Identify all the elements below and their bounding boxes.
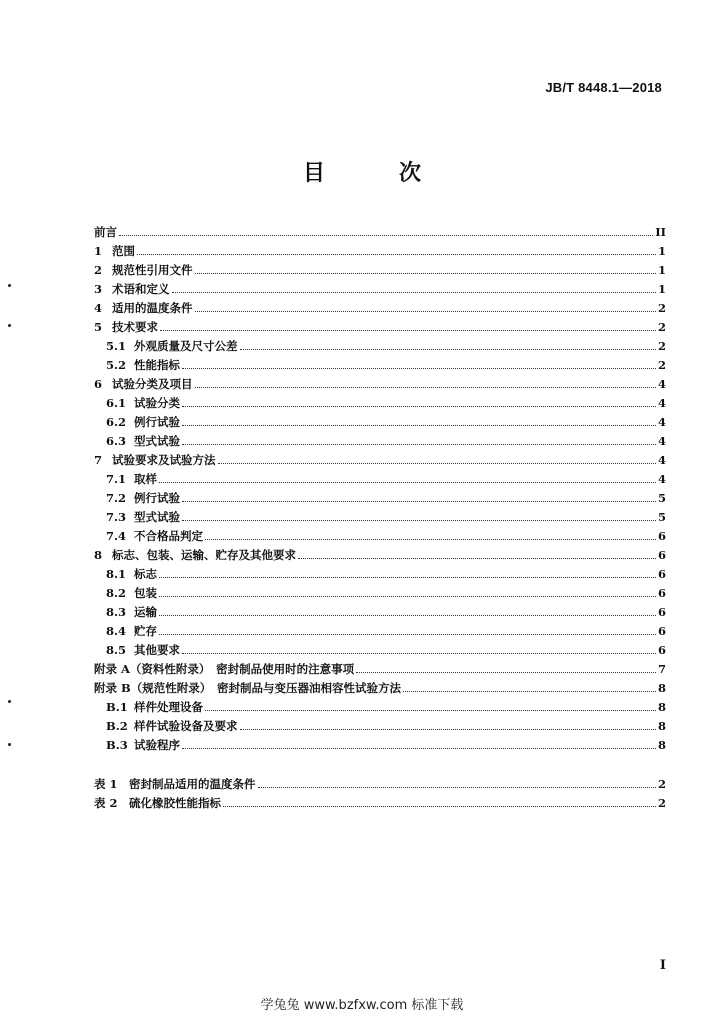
toc-entry-page: 8 xyxy=(657,700,666,714)
dot-leader xyxy=(223,805,656,807)
toc-entry-label: 样件试验设备及要求 xyxy=(134,719,238,733)
dot-leader xyxy=(258,786,656,788)
toc-entry-page: 4 xyxy=(657,472,666,486)
toc-entry-page: 2 xyxy=(657,796,666,810)
dot-leader xyxy=(160,329,656,331)
toc-entry-label: 其他要求 xyxy=(134,643,180,657)
toc-entry-page: 5 xyxy=(657,510,666,524)
toc-entry-label: 外观质量及尺寸公差 xyxy=(134,339,238,353)
toc-entry-page: 6 xyxy=(657,643,666,657)
toc-entry-number: 7.2 xyxy=(106,491,127,505)
table-of-contents xyxy=(94,220,666,810)
toc-entry[interactable] xyxy=(94,277,666,296)
toc-entry[interactable] xyxy=(94,353,666,372)
scan-mark xyxy=(8,743,11,746)
toc-entry-label: 适用的温度条件 xyxy=(112,301,193,315)
toc-entry-number: 8.5 xyxy=(106,643,127,657)
toc-entry-page: 1 xyxy=(657,282,666,296)
toc-entry[interactable] xyxy=(94,505,666,524)
toc-entry[interactable] xyxy=(94,733,666,752)
toc-entry[interactable] xyxy=(94,657,666,676)
dot-leader xyxy=(205,709,656,711)
toc-entry-number: 5.1 xyxy=(106,339,127,353)
toc-entry-page: 4 xyxy=(657,396,666,410)
toc-entry-number: 6.2 xyxy=(106,415,127,429)
toc-entry-label: 试验程序 xyxy=(134,738,180,752)
toc-entry-label: 不合格品判定 xyxy=(134,529,203,543)
dot-leader xyxy=(182,367,656,369)
toc-entry-page: 6 xyxy=(657,605,666,619)
toc-entry[interactable] xyxy=(94,600,666,619)
dot-leader xyxy=(159,614,656,616)
toc-table-entry[interactable] xyxy=(94,772,666,791)
dot-leader xyxy=(159,481,656,483)
toc-entry-number: B.1 xyxy=(106,700,128,714)
toc-entry[interactable] xyxy=(94,372,666,391)
toc-entry-page: 2 xyxy=(657,339,666,353)
toc-entry-number: 8.4 xyxy=(106,624,127,638)
toc-entry-page: 6 xyxy=(657,624,666,638)
toc-entry-number: 8 xyxy=(94,548,103,562)
toc-entry[interactable] xyxy=(94,581,666,600)
toc-entry-page: 2 xyxy=(657,301,666,315)
dot-leader xyxy=(195,310,656,312)
toc-entry-label: 标志 xyxy=(134,567,157,581)
toc-entry-number: 6 xyxy=(94,377,103,391)
toc-entry-label: 前言 xyxy=(94,225,117,239)
toc-entry-label: 性能指标 xyxy=(134,358,180,372)
toc-tables xyxy=(94,772,666,810)
toc-entry-number: 8.2 xyxy=(106,586,127,600)
scan-mark xyxy=(8,284,11,287)
toc-entry-label: 附录 A（资料性附录） 密封制品使用时的注意事项 xyxy=(94,662,355,676)
toc-entry-label: 技术要求 xyxy=(112,320,158,334)
dot-leader xyxy=(182,652,656,654)
toc-entry-label: 范围 xyxy=(112,244,135,258)
toc-entry-page: 2 xyxy=(657,358,666,372)
toc-entry-label: 例行试验 xyxy=(134,415,180,429)
dot-leader xyxy=(218,462,656,464)
toc-entry-label: 标志、包装、运输、贮存及其他要求 xyxy=(112,548,296,562)
toc-entry-label: 样件处理设备 xyxy=(134,700,203,714)
page-number: I xyxy=(659,958,666,973)
dot-leader xyxy=(182,424,656,426)
toc-entry-label: 型式试验 xyxy=(134,434,180,448)
toc-entry-number: 6.1 xyxy=(106,396,127,410)
dot-leader xyxy=(137,253,656,255)
toc-entry-page: 6 xyxy=(657,548,666,562)
toc-entry-label: 例行试验 xyxy=(134,491,180,505)
toc-entry[interactable] xyxy=(94,315,666,334)
toc-entry-number: 7.4 xyxy=(106,529,127,543)
dot-leader xyxy=(119,234,653,236)
dot-leader xyxy=(182,443,656,445)
toc-entry-page: 7 xyxy=(657,662,666,676)
toc-entry[interactable] xyxy=(94,391,666,410)
dot-leader xyxy=(159,633,656,635)
toc-entry-label: 贮存 xyxy=(134,624,157,638)
toc-entry-number: B.3 xyxy=(106,738,128,752)
toc-entry-number: 7.1 xyxy=(106,472,127,486)
toc-entry[interactable] xyxy=(94,220,666,239)
toc-entry[interactable] xyxy=(94,467,666,486)
toc-entry-label: 附录 B（规范性附录） 密封制品与变压器油相容性试验方法 xyxy=(94,681,401,695)
toc-entry[interactable] xyxy=(94,448,666,467)
toc-entry-number: 7.3 xyxy=(106,510,127,524)
footer-watermark: 学兔兔 www.bzfxw.com 标准下载 xyxy=(260,998,464,1013)
toc-entry[interactable] xyxy=(94,296,666,315)
toc-entry-number: B.2 xyxy=(106,719,128,733)
toc-entry-number: 7 xyxy=(94,453,103,467)
dot-leader xyxy=(159,595,656,597)
toc-entry-label: 规范性引用文件 xyxy=(112,263,193,277)
toc-entry[interactable] xyxy=(94,239,666,258)
toc-entry-page: 4 xyxy=(657,453,666,467)
toc-title: 目 次 xyxy=(302,160,447,186)
toc-entries xyxy=(94,220,666,752)
toc-entry-page: 1 xyxy=(657,244,666,258)
dot-leader xyxy=(205,538,656,540)
dot-leader xyxy=(159,576,656,578)
toc-entry-page: 6 xyxy=(657,586,666,600)
toc-entry-number: 6.3 xyxy=(106,434,127,448)
toc-entry-label: 表 1 密封制品适用的温度条件 xyxy=(94,777,256,791)
dot-leader xyxy=(240,728,656,730)
toc-entry-page: 6 xyxy=(657,567,666,581)
toc-entry-number: 8.3 xyxy=(106,605,127,619)
toc-entry-page: 8 xyxy=(657,681,666,695)
toc-entry-page: 2 xyxy=(657,320,666,334)
dot-leader xyxy=(356,671,656,673)
toc-entry-page: 4 xyxy=(657,415,666,429)
toc-entry[interactable] xyxy=(94,258,666,277)
toc-entry-number: 8.1 xyxy=(106,567,127,581)
dot-leader xyxy=(403,690,656,692)
scan-mark xyxy=(8,324,11,327)
toc-entry-number: 5.2 xyxy=(106,358,127,372)
dot-leader xyxy=(298,557,656,559)
dot-leader xyxy=(182,519,656,521)
toc-entry[interactable] xyxy=(94,524,666,543)
toc-entry[interactable] xyxy=(94,334,666,353)
dot-leader xyxy=(172,291,656,293)
toc-entry-page: 6 xyxy=(657,529,666,543)
section-gap xyxy=(94,752,666,772)
toc-entry-number: 1 xyxy=(94,244,103,258)
toc-entry[interactable] xyxy=(94,638,666,657)
toc-entry-page: 4 xyxy=(657,377,666,391)
toc-entry-number: 4 xyxy=(94,301,103,315)
toc-entry-label: 试验分类 xyxy=(134,396,180,410)
dot-leader xyxy=(195,386,656,388)
dot-leader xyxy=(182,405,656,407)
document-number: JB/T 8448.1—2018 xyxy=(545,80,662,95)
toc-entry-label: 试验分类及项目 xyxy=(112,377,193,391)
toc-entry-label: 术语和定义 xyxy=(112,282,170,296)
toc-entry-label: 包装 xyxy=(134,586,157,600)
toc-entry-number: 3 xyxy=(94,282,103,296)
toc-entry-page: 8 xyxy=(657,738,666,752)
toc-entry[interactable] xyxy=(94,543,666,562)
dot-leader xyxy=(195,272,656,274)
toc-entry-number: 2 xyxy=(94,263,103,277)
toc-entry[interactable] xyxy=(94,562,666,581)
toc-entry-page: 2 xyxy=(657,777,666,791)
toc-entry[interactable] xyxy=(94,714,666,733)
toc-entry-page: II xyxy=(655,225,666,239)
toc-entry[interactable] xyxy=(94,695,666,714)
toc-entry-page: 4 xyxy=(657,434,666,448)
toc-entry[interactable] xyxy=(94,619,666,638)
toc-entry-page: 8 xyxy=(657,719,666,733)
toc-entry[interactable] xyxy=(94,410,666,429)
scan-mark xyxy=(8,700,11,703)
toc-entry[interactable] xyxy=(94,486,666,505)
toc-entry-number: 5 xyxy=(94,320,103,334)
toc-table-entry[interactable] xyxy=(94,791,666,810)
dot-leader xyxy=(240,348,656,350)
toc-entry-label: 表 2 硫化橡胶性能指标 xyxy=(94,796,222,810)
dot-leader xyxy=(182,500,656,502)
toc-entry[interactable] xyxy=(94,429,666,448)
toc-entry-label: 取样 xyxy=(134,472,157,486)
toc-entry-label: 运输 xyxy=(134,605,157,619)
toc-entry[interactable] xyxy=(94,676,666,695)
toc-entry-page: 1 xyxy=(657,263,666,277)
toc-entry-label: 型式试验 xyxy=(134,510,180,524)
dot-leader xyxy=(182,747,656,749)
toc-entry-label: 试验要求及试验方法 xyxy=(112,453,216,467)
toc-entry-page: 5 xyxy=(657,491,666,505)
